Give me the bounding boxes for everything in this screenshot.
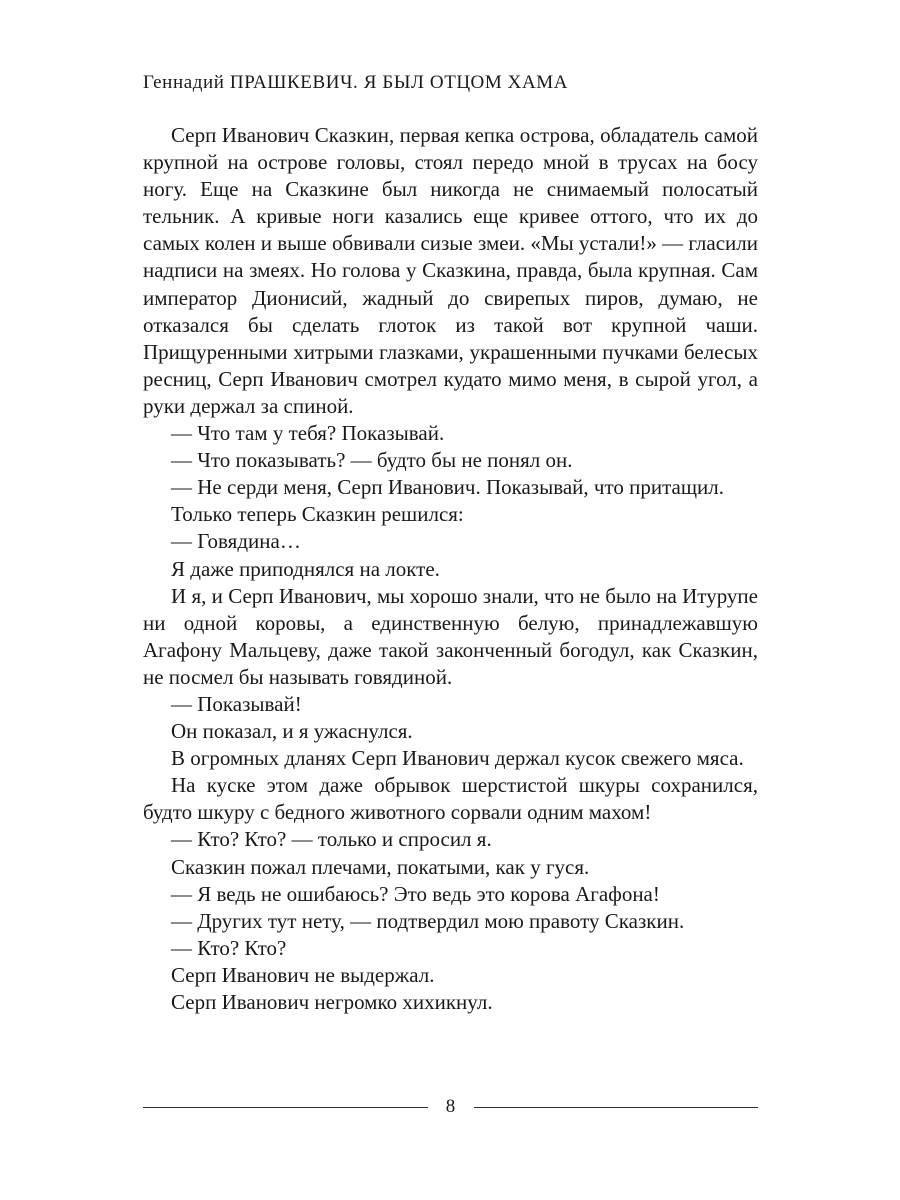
main-text [143, 122, 758, 1016]
paragraph: — Я ведь не ошибаюсь? Это ведь это корова Агафона! [171, 881, 660, 906]
page-number: 8 [445, 1096, 456, 1117]
paragraph: На куске этом даже обрывок шерстистой шкуры сохранился, будто шкуру с бедного животного сорвали одним махом! [143, 773, 758, 825]
paragraph: — Что показывать? — будто бы не понял он. [171, 448, 573, 473]
paragraph: — Других тут нету, — подтвердил мою правоту Сказкин. [171, 908, 685, 933]
paragraph: Сказкин пожал плечами, покатыми, как у гуся. [171, 854, 590, 879]
paragraph: — Говядина… [171, 529, 301, 554]
paragraph: — Не серди меня, Серп Иванович. Показывай, что притащил. [171, 475, 724, 500]
paragraph: — Кто? Кто? — только и спросил я. [171, 827, 492, 852]
paragraph: И я, и Серп Иванович, мы хорошо знали, что не было на Итурупе ни одной коровы, а единственную белую, принадлежавшую Агафону Мальцеву, даже такой законченный богодул, как Сказкин, не посмел бы называть говядиной. [143, 583, 758, 689]
paragraph: В огромных дланях Серп Иванович держал кусок свежего мяса. [171, 746, 744, 771]
footer-rule-left [143, 1107, 428, 1108]
page-footer [143, 1096, 758, 1118]
paragraph: Я даже приподнялся на локте. [171, 556, 440, 581]
paragraph: Только теперь Сказкин решился: [171, 502, 464, 527]
paragraph: — Показывай! [171, 691, 302, 716]
running-head: Геннадий ПРАШКЕВИЧ. Я БЫЛ ОТЦОМ ХАМА [143, 72, 569, 93]
paragraph: Серп Иванович негромко хихикнул. [171, 990, 493, 1014]
footer-rule-right [474, 1107, 759, 1108]
paragraph: — Что там у тебя? Показывай. [171, 421, 445, 446]
paragraph: Серп Иванович не выдержал. [171, 962, 435, 987]
paragraph: Серп Иванович Сказкин, первая кепка острова, обладатель самой крупной на острове головы, стоял передо мной в трусах на босу ногу. Еще на Сказкине был никогда не снимаемый полосатый тельник. А кривые ноги казались еще кривее оттого, что их до самых колен и выше обвивали сизые змеи. «Мы устали!» — гласили надписи на змеях. Но голова у Сказкина, правда, была крупная. Сам император Дионисий, жадный до свирепых пиров, думаю, не отказался бы сделать глоток из такой вот крупной чаши. Прищуренными хитрыми глазками, украшенными пучками белесых ресниц, Серп Иванович смотрел кудато мимо меня, в сырой угол, а руки держал за спиной. [143, 123, 758, 418]
paragraph: Он показал, и я ужаснулся. [171, 719, 413, 744]
paragraph: — Кто? Кто? [171, 935, 287, 960]
